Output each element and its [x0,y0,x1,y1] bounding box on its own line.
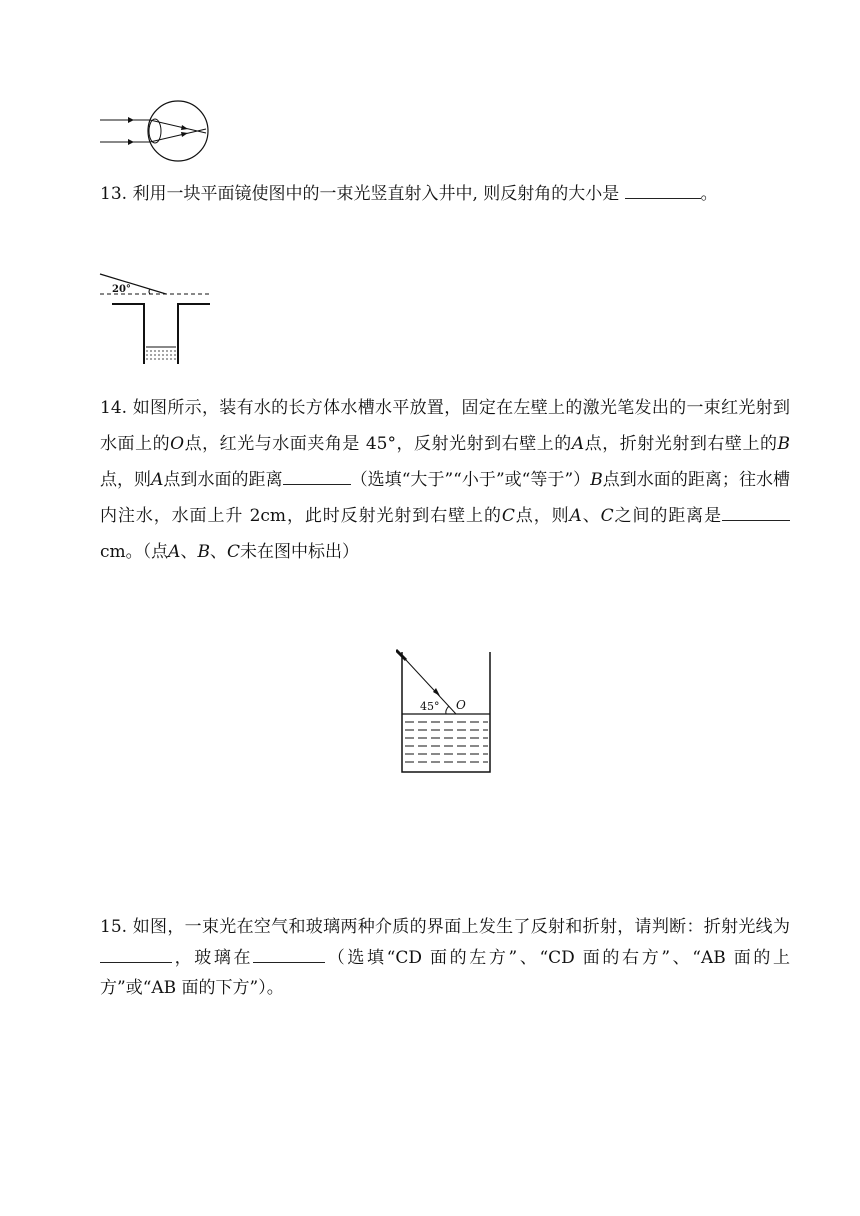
q15-text-3: （选填“CD 面的左方”、“CD 面的右方”、“AB 面的上方”或“AB 面的下方”）。 [100,948,791,998]
q14-answer-blank-2[interactable] [722,500,790,521]
q14-point-a: A [571,434,585,454]
eye-lens-diagram [98,98,216,164]
q14-text-7: 点到水面的距离；往水槽内注水，水面上升 2cm，此时反射光射到右壁上的 [100,470,791,526]
q15-answer-blank-2[interactable] [253,942,325,963]
q14-text-9: 、 [581,506,601,526]
q15-text-2: ，玻璃在 [172,948,254,968]
q13-text-end: 。 [700,184,718,204]
q15-answer-blank-1[interactable] [100,942,172,963]
q14-text-8: 点，则 [514,506,570,526]
q14-text-3: 点，折射光射到右壁上的 [584,434,778,454]
well-angle-label: 20° [112,284,131,295]
q14-point-c: C [226,542,240,562]
q14-point-a: A [151,470,164,490]
q14-text-6: （选填“大于”“小于”或“等于”） [350,470,591,490]
q14-text-14: 未在图中标出） [239,542,359,562]
q14-text-13: 、 [209,542,227,562]
q14-point-a: A [569,506,582,526]
q14-text-12: 、 [180,542,198,562]
q14-text-4: 点，则 [100,470,152,490]
q13-text: 13. 利用一块平面镜使图中的一束光竖直射入井中, 则反射角的大小是 [100,184,620,204]
mirror-well-diagram [98,272,214,368]
water-tank-laser-diagram [396,646,496,776]
q14-text-2: 点，红光与水面夹角是 45°，反射光射到右壁上的 [184,434,572,454]
q14-point-b: B [777,434,791,454]
question-13 [100,176,790,212]
q15-text-1: 15. 如图，一束光在空气和玻璃两种介质的界面上发生了反射和折射，请判断：折射光线为 [100,917,790,937]
q14-point-b: B [197,542,210,562]
q14-point-c: C [600,506,614,526]
q14-text-10: 之间的距离是 [613,506,723,526]
q14-answer-blank-1[interactable] [283,464,351,485]
tank-point-o-label: O [456,698,466,712]
q14-text-11: cm。（点 [100,542,169,562]
q14-point-o: O [170,434,185,454]
q14-point-c: C [501,506,515,526]
q14-text-5: 点到水面的距离 [163,470,283,490]
question-14 [100,390,790,570]
q14-text-1: 14. 如图所示，装有水的长方体水槽水平放置，固定在左壁上的激光笔发出的一束红光射到水面上的 [100,398,790,454]
tank-angle-label: 45° [420,700,440,713]
q14-point-a: A [168,542,181,562]
question-15 [100,912,790,1003]
q14-point-b: B [590,470,603,490]
q13-answer-blank[interactable] [625,178,701,199]
